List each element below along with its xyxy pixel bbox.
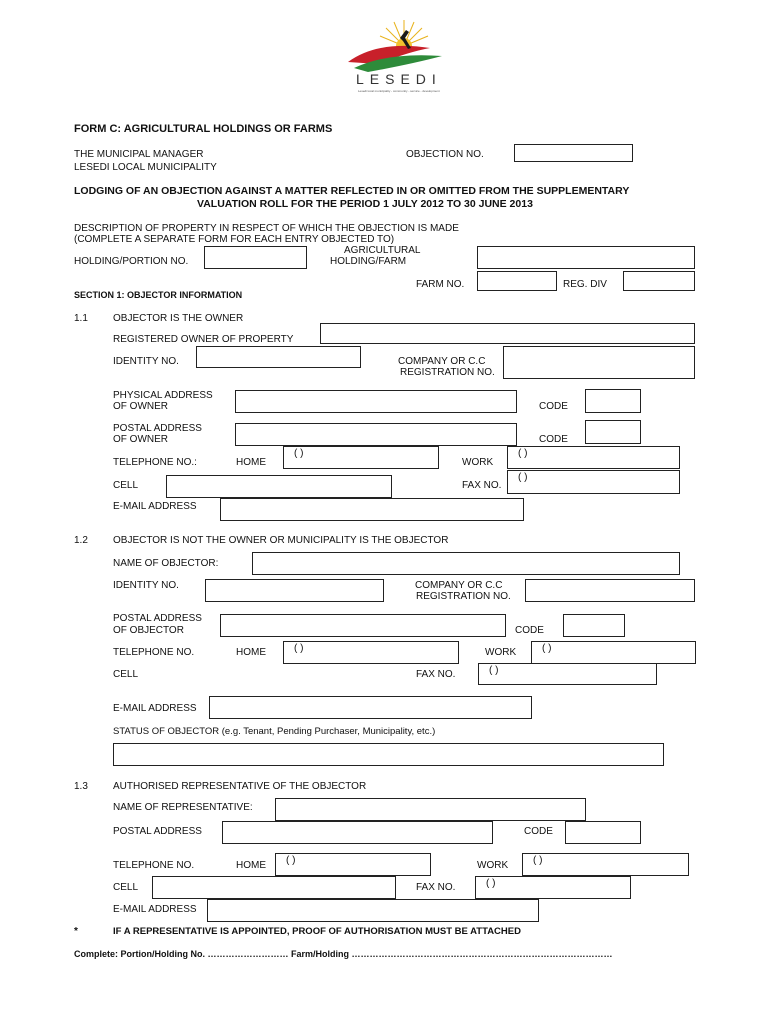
area-code-brackets: ( ) — [533, 855, 543, 866]
objector-fax-field[interactable] — [478, 663, 657, 685]
section-1-1-title: OBJECTOR IS THE OWNER — [113, 313, 244, 324]
company-reg-field[interactable] — [503, 346, 695, 379]
postal-address-field[interactable] — [235, 423, 517, 446]
objector-postal-field[interactable] — [220, 614, 506, 637]
company-label-1: COMPANY OR C.C — [398, 356, 486, 367]
farm-no-field[interactable] — [477, 271, 557, 291]
farm-no-label: FARM NO. — [416, 279, 465, 290]
heading-line-2: VALUATION ROLL FOR THE PERIOD 1 JULY 2012 TO 30 JUNE 2013 — [197, 198, 533, 210]
physical-code-label: CODE — [539, 401, 568, 412]
holding-portion-field[interactable] — [204, 246, 307, 269]
representative-email-field[interactable] — [207, 899, 539, 922]
identity-no-field[interactable] — [196, 346, 361, 368]
section-1-3-number: 1.3 — [74, 781, 88, 792]
agricultural-label: AGRICULTURAL — [344, 245, 421, 256]
physical-code-field[interactable] — [585, 389, 641, 413]
objector-identity-label: IDENTITY NO. — [113, 580, 179, 591]
objector-email-field[interactable] — [209, 696, 532, 719]
physical-address-label-1: PHYSICAL ADDRESS — [113, 390, 213, 401]
email-label: E-MAIL ADDRESS — [113, 501, 197, 512]
objector-work-phone-field[interactable] — [531, 641, 696, 664]
objection-no-label: OBJECTION NO. — [406, 149, 484, 160]
area-code-brackets: ( ) — [294, 643, 304, 654]
physical-address-field[interactable] — [235, 390, 517, 413]
description-line-1: DESCRIPTION OF PROPERTY IN RESPECT OF WHICH THE OBJECTION IS MADE — [74, 223, 459, 234]
holding-farm-label: HOLDING/FARM — [330, 256, 407, 267]
registered-owner-field[interactable] — [320, 323, 695, 344]
objector-code-field[interactable] — [563, 614, 625, 637]
description-line-2: (COMPLETE A SEPARATE FORM FOR EACH ENTRY OBJECTED TO) — [74, 234, 395, 245]
postal-code-label: CODE — [539, 434, 568, 445]
section-1-2-title: OBJECTOR IS NOT THE OWNER OR MUNICIPALITY IS THE OBJECTOR — [113, 535, 449, 546]
representative-fax-label: FAX NO. — [416, 882, 456, 893]
company-label-2: REGISTRATION NO. — [400, 367, 495, 378]
area-code-brackets: ( ) — [489, 665, 499, 676]
work-label: WORK — [462, 457, 494, 468]
email-field[interactable] — [220, 498, 524, 521]
area-code-brackets: ( ) — [542, 643, 552, 654]
representative-telephone-label: TELEPHONE NO. — [113, 860, 195, 871]
cell-label: CELL — [113, 480, 139, 491]
completion-line: Complete: Portion/Holding No. ……………………… Farm/Holding …………………………………………………………………………… — [74, 949, 613, 959]
representative-fax-field[interactable] — [475, 876, 631, 899]
home-label: HOME — [236, 457, 266, 468]
objector-name-label: NAME OF OBJECTOR: — [113, 558, 219, 569]
reg-div-label: REG. DIV — [563, 279, 607, 290]
objector-work-label: WORK — [485, 647, 517, 658]
agricultural-holding-farm-field[interactable] — [477, 246, 695, 269]
telephone-label: TELEPHONE NO.: — [113, 457, 197, 468]
section-1-3-title: AUTHORISED REPRESENTATIVE OF THE OBJECTOR — [113, 781, 367, 792]
objector-company-field[interactable] — [525, 579, 695, 602]
section-1-1-number: 1.1 — [74, 313, 88, 324]
home-phone-field[interactable] — [283, 446, 439, 469]
holding-portion-label: HOLDING/PORTION NO. — [74, 256, 189, 267]
note-star: * — [74, 926, 78, 937]
physical-address-label-2: OF OWNER — [113, 401, 168, 412]
representative-postal-field[interactable] — [222, 821, 493, 844]
representative-code-label: CODE — [524, 826, 553, 837]
registered-owner-label: REGISTERED OWNER OF PROPERTY — [113, 334, 294, 345]
objection-no-field[interactable] — [514, 144, 633, 162]
objector-company-label-1: COMPANY OR C.C — [415, 580, 503, 591]
work-phone-field[interactable] — [507, 446, 680, 469]
postal-code-field[interactable] — [585, 420, 641, 444]
representative-postal-label: POSTAL ADDRESS — [113, 826, 202, 837]
area-code-brackets: ( ) — [294, 448, 304, 459]
lesedi-logo — [338, 16, 456, 96]
addressee-line-2: LESEDI LOCAL MUNICIPALITY — [74, 162, 217, 173]
heading-line-1: LODGING OF AN OBJECTION AGAINST A MATTER REFLECTED IN OR OMITTED FROM THE SUPPLEMENTARY — [74, 185, 630, 197]
objector-telephone-label: TELEPHONE NO. — [113, 647, 195, 658]
section-1-2-number: 1.2 — [74, 535, 88, 546]
representative-email-label: E-MAIL ADDRESS — [113, 904, 197, 915]
representative-code-field[interactable] — [565, 821, 641, 844]
objector-email-label: E-MAIL ADDRESS — [113, 703, 197, 714]
postal-address-label-2: OF OWNER — [113, 434, 168, 445]
objector-postal-label-1: POSTAL ADDRESS — [113, 613, 202, 624]
representative-name-field[interactable] — [275, 798, 586, 821]
objector-identity-field[interactable] — [205, 579, 384, 602]
representative-name-label: NAME OF REPRESENTATIVE: — [113, 802, 253, 813]
logo-tagline: Lesedi local municipality - community - service - development — [358, 89, 440, 93]
objector-home-label: HOME — [236, 647, 266, 658]
representative-cell-field[interactable] — [152, 876, 396, 899]
addressee-line-1: THE MUNICIPAL MANAGER — [74, 149, 204, 160]
objector-home-phone-field[interactable] — [283, 641, 459, 664]
objector-fax-label: FAX NO. — [416, 669, 456, 680]
objector-status-field[interactable] — [113, 743, 664, 766]
area-code-brackets: ( ) — [486, 878, 496, 889]
identity-no-label: IDENTITY NO. — [113, 356, 179, 367]
area-code-brackets: ( ) — [286, 855, 296, 866]
reg-div-field[interactable] — [623, 271, 695, 291]
representative-home-phone-field[interactable] — [275, 853, 431, 876]
area-code-brackets: ( ) — [518, 472, 528, 483]
logo-wordmark: LESEDI — [356, 71, 442, 87]
representative-note: IF A REPRESENTATIVE IS APPOINTED, PROOF OF AUTHORISATION MUST BE ATTACHED — [113, 926, 521, 937]
representative-work-label: WORK — [477, 860, 509, 871]
cell-field[interactable] — [166, 475, 392, 498]
objector-cell-label: CELL — [113, 669, 139, 680]
fax-label: FAX NO. — [462, 480, 502, 491]
objector-postal-label-2: OF OBJECTOR — [113, 625, 184, 636]
area-code-brackets: ( ) — [518, 448, 528, 459]
objector-name-field[interactable] — [252, 552, 680, 575]
postal-address-label-1: POSTAL ADDRESS — [113, 423, 202, 434]
fax-field[interactable] — [507, 470, 680, 494]
objector-company-label-2: REGISTRATION NO. — [416, 591, 511, 602]
representative-cell-label: CELL — [113, 882, 139, 893]
section-1-title: SECTION 1: OBJECTOR INFORMATION — [74, 290, 243, 300]
objector-code-label: CODE — [515, 625, 544, 636]
representative-work-phone-field[interactable] — [522, 853, 689, 876]
objector-status-label: STATUS OF OBJECTOR (e.g. Tenant, Pending Purchaser, Municipality, etc.) — [113, 726, 436, 737]
form-title: FORM C: AGRICULTURAL HOLDINGS OR FARMS — [74, 123, 333, 135]
representative-home-label: HOME — [236, 860, 266, 871]
